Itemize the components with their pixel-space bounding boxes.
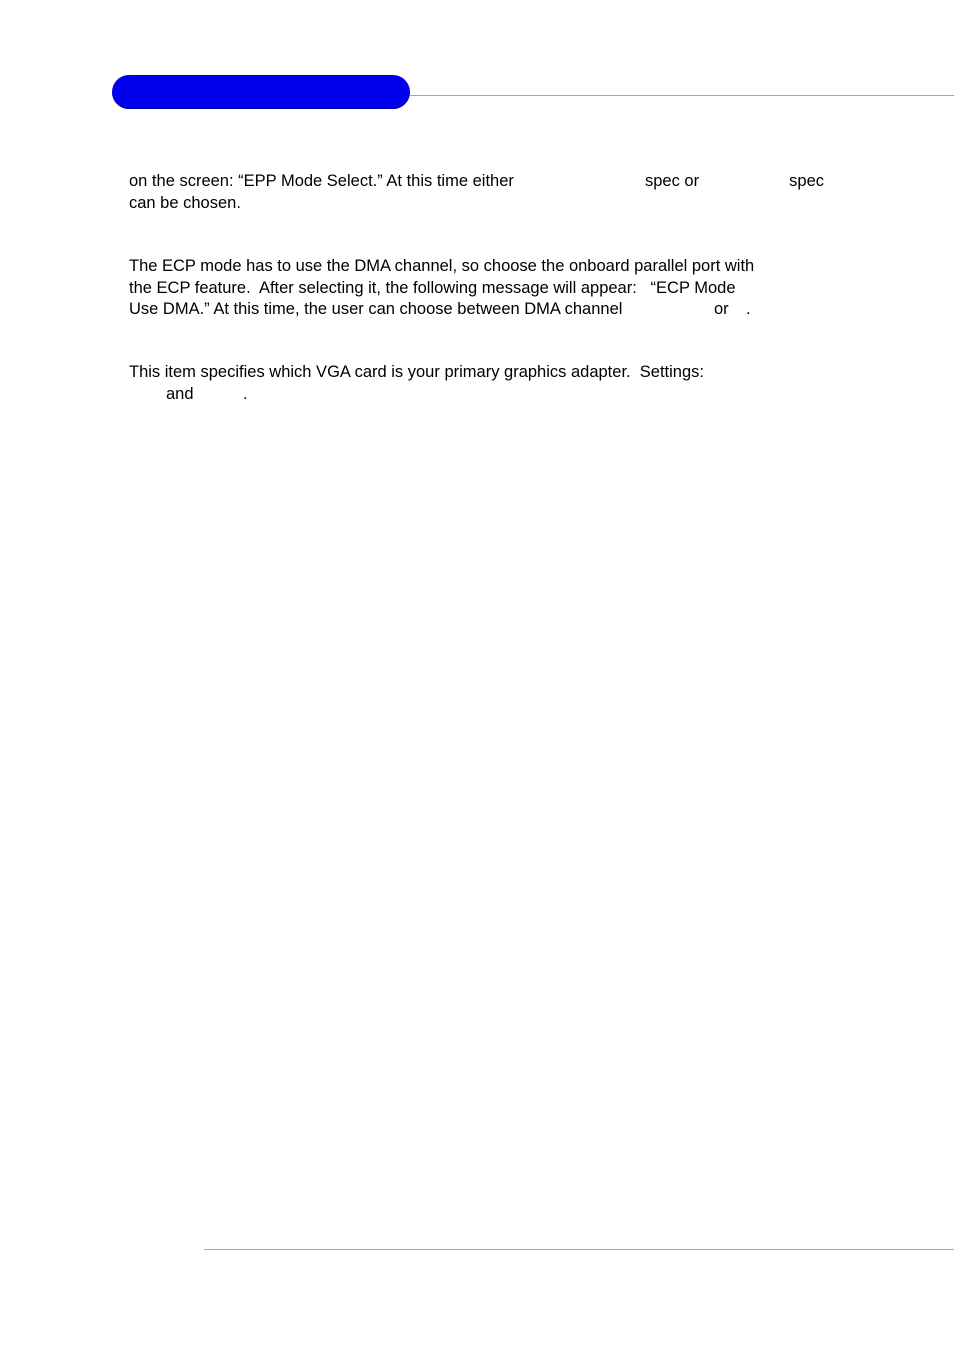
- epp-line-1: [129, 170, 824, 192]
- ecp-line-1: [129, 255, 824, 277]
- header-divider: [410, 95, 954, 96]
- vga-line-2-text-a: and: [166, 385, 194, 403]
- ecp-line-3-text-b: or: [714, 300, 729, 318]
- ecp-line-2: [129, 277, 824, 299]
- vga-line-2-text-b: .: [243, 385, 248, 403]
- ecp-line-3-text-a: Use DMA.” At this time, the user can choose between DMA channel: [129, 300, 623, 318]
- ecp-line-2-text: the ECP feature. After selecting it, the following message will appear: “ECP Mode: [129, 279, 736, 297]
- ecp-line-3: [129, 298, 824, 320]
- ecp-line-3-text-c: .: [746, 300, 751, 318]
- footer-divider: [204, 1249, 954, 1250]
- epp-line-1-text-b: spec or: [645, 172, 700, 190]
- section-header-bar: [112, 75, 410, 109]
- epp-line-2: can be chosen.: [129, 194, 241, 212]
- vga-line-2: [129, 383, 824, 405]
- ecp-line-1-text: The ECP mode has to use the DMA channel, so choose the onboard parallel port with: [129, 257, 755, 275]
- epp-line-1-text-c: spec: [789, 172, 824, 190]
- vga-line-1: This item specifies which VGA card is your primary graphics adapter. Settings:: [129, 363, 704, 381]
- epp-line-1-text-a: on the screen: “EPP Mode Select.” At this time either: [129, 172, 514, 190]
